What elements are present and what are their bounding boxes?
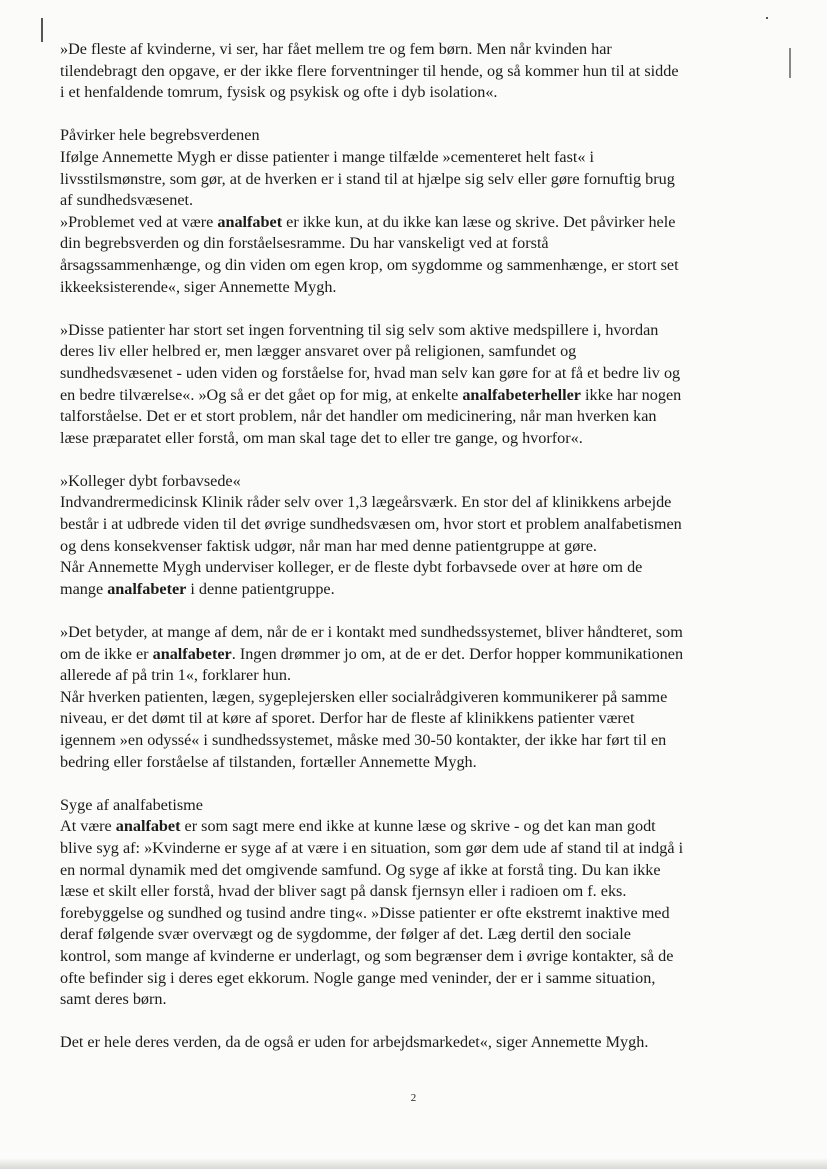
text-line [60,212,776,234]
text-run: læse et skilt eller forstå, hvad der bliver sagt på dansk fjernsyn eller i radioen om f. eks. [60,882,627,901]
text-run: en bedre tilværelse«. »Og så er det gået op for mig, at enkelte [60,385,463,404]
text-run: samt deres børn. [60,990,167,1009]
bold-term: analfabet [217,212,283,231]
paragraph-p6 [60,816,776,1010]
text-run: i et henfaldende tomrum, fysisk og psykisk og ofte i dyb isolation«. [60,83,498,102]
text-line [60,924,776,946]
text-run: »De fleste af kvinderne, vi ser, har fået mellem tre og fem børn. Men når kvinden har [60,40,612,58]
text-run: læse præparatet eller forstå, om man skal tage det to eller tre gange, og hvorfor«. [60,428,583,447]
text-line [60,752,776,774]
text-run: din begrebsverden og din forståelsesramme. Du har vanskeligt ved at forstå [60,234,549,253]
text-line [60,82,776,104]
text-line [60,190,776,212]
paragraph-p5 [60,622,776,773]
text-line [60,428,776,450]
text-run: i denne patientgruppe. [186,579,335,598]
text-run: »Problemet ved at være [60,212,218,231]
text-run: ofte befinder sig i deres eget ekkorum. Nogle gange med veninder, der er i samme situation, [60,968,656,987]
text-line [60,989,776,1011]
text-run: niveau, er det dømt til at køre af sporet. Derfor har de fleste af klinikkens patienter været [60,709,635,728]
text-run: sundhedsvæsenet - uden viden og forståelse for, hvad man selv kan gøre for at få et bedre liv og [60,363,681,382]
text-line [60,816,776,838]
text-run: deraf følgende svær overvægt og de sygdomme, der følger af det. Læg dertil den sociale [60,925,631,944]
text-run: Når hverken patienten, lægen, sygeplejersken eller socialrådgiveren kommunikerer på samme [60,687,668,706]
text-line [60,169,776,191]
text-run: »Det betyder, at mange af dem, når de er i kontakt med sundhedssystemet, bliver håndteret, som [60,623,683,642]
text-line [60,277,776,299]
text-line [60,881,776,903]
paragraph-p3 [60,320,776,450]
section-heading: Syge af analfabetisme [60,795,203,814]
text-run: deres liv eller helbred er, men lægger ansvaret over på religionen, samfundet og [60,342,577,361]
text-line [60,1032,776,1054]
text-run: en normal dynamik med det omgivende samfund. Og syge af ikke at forstå ting. Du kan ikke [60,860,661,879]
paragraph-p1 [60,39,776,104]
text-run: Det er hele deres verden, da de også er uden for arbejdsmarkedet«, siger Annemette Mygh. [60,1033,649,1052]
text-line [60,341,776,363]
text-run: bedring eller forståelse af tilstanden, fortæller Annemette Mygh. [60,752,477,771]
scan-mark-top-left [41,18,43,42]
text-run: Når Annemette Mygh underviser kolleger, er de fleste dybt forbavsede over at høre om de [60,558,643,577]
text-line [60,492,776,514]
text-run: kontrol, som mange af kvinderne er underlagt, og som begrænser dem i øvrige kontakter, så de [60,946,674,965]
text-line [60,687,776,709]
text-line [60,730,776,752]
scan-edge-shadow [0,1158,827,1169]
text-line [60,147,776,169]
text-run: »Disse patienter har stort set ingen forventning til sig selv som aktive medspillere i, hvordan [60,320,659,339]
text-run: ikke har nogen [580,385,682,404]
text-run: blive syg af: »Kvinderne er syge af at være i en situation, som gør dem ude af stand til at indgå i [60,838,684,857]
text-line [60,514,776,536]
bold-term: analfabeter [152,644,232,663]
text-line [60,255,776,277]
text-run: om de ikke er [60,644,153,663]
text-line [60,860,776,882]
text-run: tilendebragt den opgave, er der ikke flere forventninger til hende, og så kommer hun til at sidde [60,61,679,80]
section-heading: »Kolleger dybt forbavsede« [60,471,241,490]
text-line [60,579,776,601]
text-line [60,968,776,990]
page-number: 2 [410,1092,417,1104]
text-line [60,946,776,968]
text-line [60,320,776,342]
text-line [60,39,776,61]
text-run: årsagssammenhænge, og din viden om egen krop, om sygdomme og sammenhænge, er stort set [60,255,679,274]
text-line [60,406,776,428]
text-run: igennem »en odyssé« i sundhedssystemet, måske med 30-50 kontakter, der ikke har ført til en [60,731,667,749]
text-line [60,665,776,687]
text-line [60,903,776,925]
text-run: talforståelse. Det er et stort problem, når det handler om medicinering, når man hverken kan [60,407,657,426]
paragraph-p4 [60,492,776,600]
body-text [60,39,776,1076]
bold-term: analfabeterheller [462,385,581,404]
scan-mark-right [789,48,791,78]
text-run: forebyggelse og sundhed og tusind andre ting«. »Disse patienter er ofte ekstremt inaktive med [60,903,670,922]
text-line [60,233,776,255]
scan-mark-top-right [766,17,768,19]
paragraph-p7 [60,1032,776,1054]
text-run: af sundhedsvæsenet. [60,191,194,210]
text-run: og dens konsekvenser faktisk udgør, når man har med denne patientgruppe at gøre. [60,536,597,555]
text-run: består i at udbrede viden til det øvrige sundhedsvæsen om, hvor stort et problem analfabetismen [60,515,682,534]
text-run: At være [60,817,116,836]
text-run: mange [60,579,108,598]
text-line [60,61,776,83]
text-run: er som sagt mere end ikke at kunne læse og skrive - og det kan man godt [180,817,656,836]
text-line [60,708,776,730]
text-line [60,622,776,644]
text-line [60,644,776,666]
text-run: allerede af på trin 1«, forklarer hun. [60,666,292,685]
text-run: Indvandrermedicinsk Klinik råder selv over 1,3 lægeårsværk. En stor del af klinikkens arbejde [60,493,672,512]
text-line [60,838,776,860]
text-line [60,557,776,579]
text-line [60,536,776,558]
text-run: ikkeeksisterende«, siger Annemette Mygh. [60,277,337,296]
text-line [60,385,776,407]
text-run: Ifølge Annemette Mygh er disse patienter i mange tilfælde »cementeret helt fast« i [60,147,595,166]
bold-term: analfabeter [107,579,187,598]
text-run: . Ingen drømmer jo om, at de er det. Derfor hopper kommunikationen [231,644,684,663]
text-line [60,363,776,385]
text-run: er ikke kun, at du ikke kan læse og skrive. Det påvirker hele [282,212,676,231]
section-heading: Påvirker hele begrebsverdenen [60,126,260,145]
paragraph-p2 [60,147,776,298]
bold-term: analfabet [115,817,181,836]
text-run: livsstilsmønstre, som gør, at de hverken er i stand til at hjælpe sig selv eller gøre fornuftig brug [60,169,675,188]
